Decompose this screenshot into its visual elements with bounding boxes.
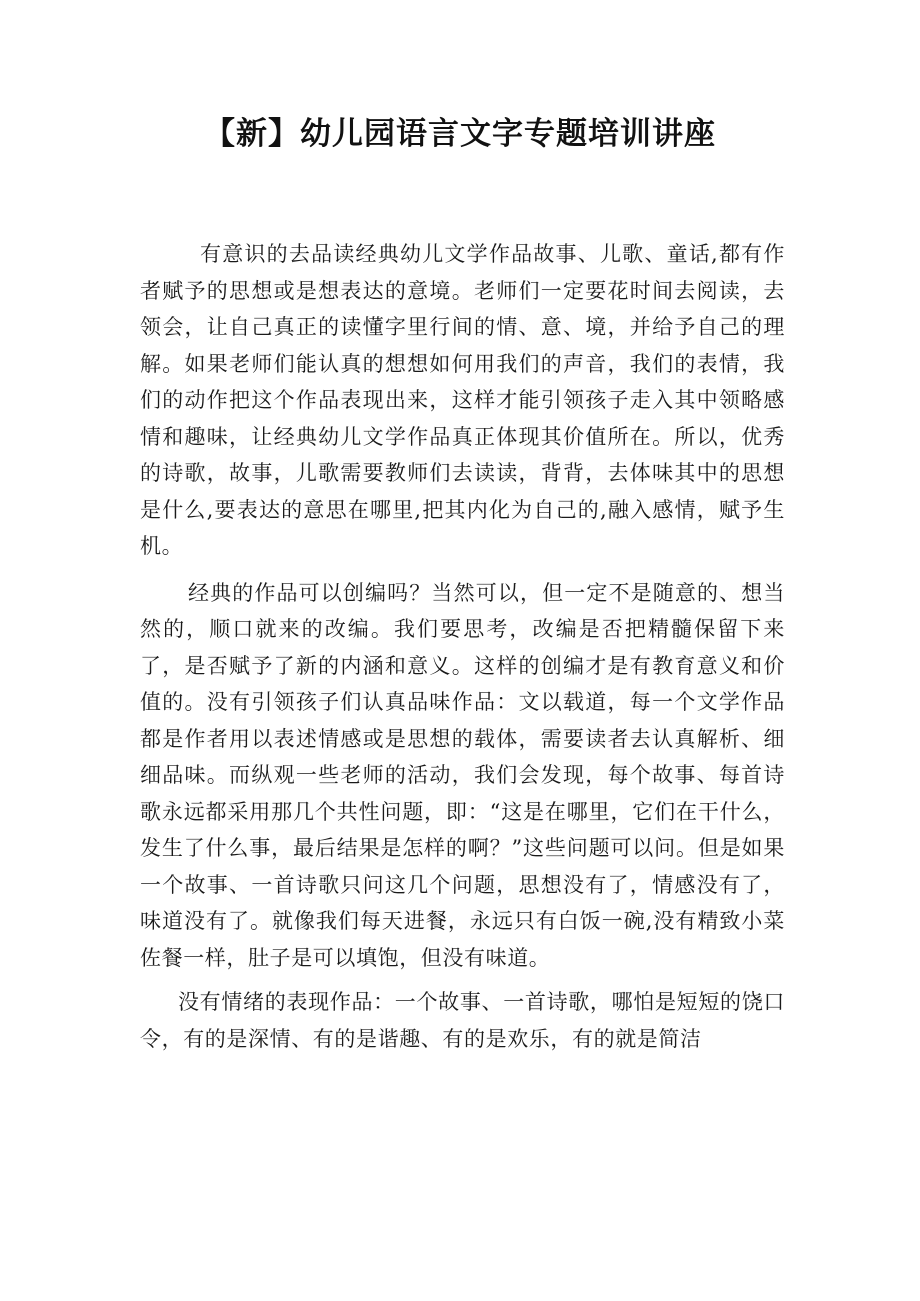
paragraph-3: 没有情绪的表现作品：一个故事、一首诗歌，哪怕是短短的饶口令，有的是深情、有的是谐趣、有的是欢乐，有的就是简洁 [140, 990, 785, 1051]
paragraph-1: 有意识的去品读经典幼儿文学作品故事、儿歌、童话,都有作者赋予的思想或是想表达的意境。老师们一定要花时间去阅读，去领会，让自己真正的读懂字里行间的情、意、境，并给予自己的理解。如果老师们能认真的想想如何用我们的声音，我们的表情，我们的动作把这个作品表现出来，这样才能引领孩子走入其中领略感情和趣味，让经典幼儿文学作品真正体现其价值所在。所以，优秀的诗歌，故事，儿歌需要教师们去读读，背背，去体味其中的思想是什么,要表达的意思在哪里,把其内化为自己的,融入感情，赋予生机。 [140, 242, 785, 558]
document-body [140, 236, 785, 1057]
paragraph-2: 经典的作品可以创编吗？当然可以，但一定不是随意的、想当然的，顺口就来的改编。我们要思考，改编是否把精髓保留下来了，是否赋予了新的内涵和意义。这样的创编才是有教育意义和价值的。没有引领孩子们认真品味作品：文以载道，每一个文学作品都是作者用以表述情感或是思想的载体，需要读者去认真解析、细细品味。而纵观一些老师的活动，我们会发现，每个故事、每首诗歌永远都采用那几个共性问题，即：“这是在哪里，它们在干什么，发生了什么事，最后结果是怎样的啊？”这些问题可以问。但是如果一个故事、一首诗歌只问这几个问题，思想没有了，情感没有了，味道没有了。就像我们每天进餐，永远只有白饭一碗,没有精致小菜佐餐一样，肚子是可以填饱，但没有味道。 [140, 580, 785, 970]
document-title: 【新】幼儿园语言文字专题培训讲座 [204, 116, 716, 152]
